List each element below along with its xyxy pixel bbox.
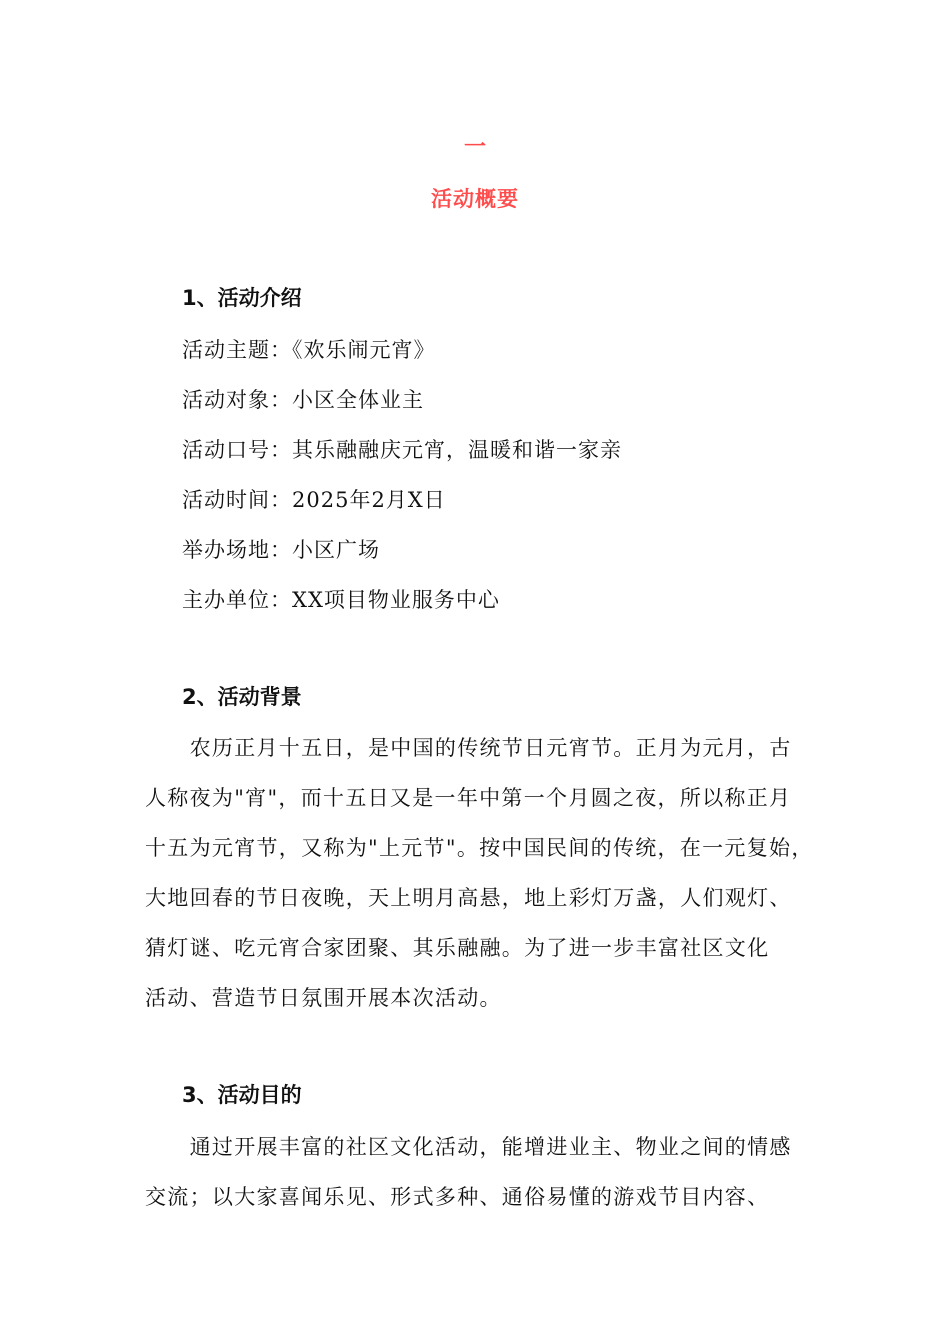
paragraph-line: 人称夜为"宵"，而十五日又是一年中第一个月圆之夜，所以称正月 bbox=[145, 786, 792, 810]
info-item-audience: 活动对象：小区全体业主 bbox=[182, 388, 424, 412]
section-heading-purpose: 3、活动目的 bbox=[182, 1083, 302, 1107]
chapter-title: 活动概要 bbox=[431, 187, 519, 211]
paragraph-line: 农历正月十五日，是中国的传统节日元宵节。正月为元月，古 bbox=[145, 736, 792, 760]
info-item-slogan: 活动口号：其乐融融庆元宵，温暖和谐一家亲 bbox=[182, 438, 622, 462]
info-item-time: 活动时间：2025年2月X日 bbox=[182, 488, 446, 512]
paragraph-line: 猜灯谜、吃元宵合家团聚、其乐融融。为了进一步丰富社区文化 bbox=[145, 936, 770, 960]
section-heading-background: 2、活动背景 bbox=[182, 685, 302, 709]
paragraph-line: 活动、营造节日氛围开展本次活动。 bbox=[145, 986, 502, 1010]
paragraph-line: 交流；以大家喜闻乐见、形式多种、通俗易懂的游戏节目内容、 bbox=[145, 1185, 770, 1209]
purpose-paragraph bbox=[145, 1122, 810, 1222]
paragraph-line: 十五为元宵节，又称为"上元节"。按中国民间的传统，在一元复始， bbox=[145, 836, 814, 860]
paragraph-line: 大地回春的节日夜晚，天上明月高悬，地上彩灯万盏，人们观灯、 bbox=[145, 886, 792, 910]
paragraph-line: 通过开展丰富的社区文化活动，能增进业主、物业之间的情感 bbox=[145, 1135, 792, 1159]
background-paragraph bbox=[145, 723, 814, 1023]
activity-info-list bbox=[182, 335, 622, 635]
info-item-venue: 举办场地：小区广场 bbox=[182, 538, 380, 562]
section-heading-introduction: 1、活动介绍 bbox=[182, 286, 302, 310]
chapter-number: 一 bbox=[463, 135, 486, 160]
info-item-organizer: 主办单位：XX项目物业服务中心 bbox=[182, 588, 500, 612]
info-item-theme: 活动主题：《欢乐闹元宵》 bbox=[182, 338, 436, 362]
